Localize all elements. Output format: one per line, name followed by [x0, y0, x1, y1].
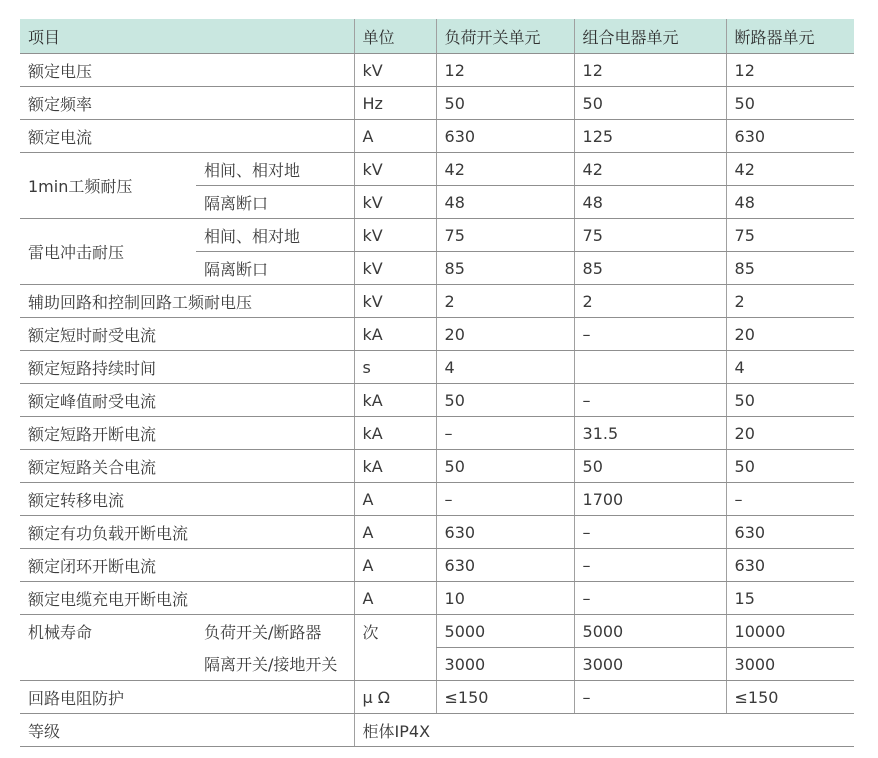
table-row: [20, 384, 854, 417]
value-breaker: 85: [726, 252, 854, 285]
value-breaker: 42: [726, 153, 854, 186]
row-label: 雷电冲击耐压: [20, 219, 196, 285]
row-label: 额定闭环开断电流: [20, 549, 354, 582]
value-breaker: 20: [726, 318, 854, 351]
value-load-switch: ≤150: [436, 681, 574, 714]
value-load-switch: 5000: [436, 615, 574, 648]
header-breaker: 断路器单元: [726, 19, 854, 54]
row-unit: kV: [354, 186, 436, 219]
row-unit: A: [354, 120, 436, 153]
value-combination: 42: [574, 153, 726, 186]
value-load-switch: 50: [436, 384, 574, 417]
value-breaker: 75: [726, 219, 854, 252]
value-load-switch: 630: [436, 120, 574, 153]
value-breaker: 48: [726, 186, 854, 219]
table-row: [20, 483, 854, 516]
row-sublabel: 相间、相对地: [196, 153, 354, 186]
table-row: [20, 87, 854, 120]
row-label: 回路电阻防护: [20, 681, 354, 714]
value-combination: –: [574, 384, 726, 417]
value-combination: [574, 351, 726, 384]
value-load-switch: 12: [436, 54, 574, 87]
row-sublabel: 相间、相对地: [196, 219, 354, 252]
value-breaker: 20: [726, 417, 854, 450]
spec-table: [20, 19, 854, 747]
row-label: 额定短路关合电流: [20, 450, 354, 483]
value-load-switch: 20: [436, 318, 574, 351]
value-breaker: ≤150: [726, 681, 854, 714]
table-row: [20, 153, 854, 186]
value-combination: 1700: [574, 483, 726, 516]
row-label: 额定电流: [20, 120, 354, 153]
value-breaker: 50: [726, 384, 854, 417]
table-row: [20, 417, 854, 450]
value-combination: 85: [574, 252, 726, 285]
table-row: [20, 450, 854, 483]
table-row: [20, 648, 854, 681]
row-label: 额定短路持续时间: [20, 351, 354, 384]
value-combination: 125: [574, 120, 726, 153]
row-unit: kA: [354, 450, 436, 483]
row-label: 1min工频耐压: [20, 153, 196, 219]
value-breaker: 4: [726, 351, 854, 384]
value-breaker: 50: [726, 87, 854, 120]
row-unit: μ Ω: [354, 681, 436, 714]
value-breaker: –: [726, 483, 854, 516]
row-label: 机械寿命: [28, 622, 93, 642]
row-unit: A: [354, 582, 436, 615]
value-combination: 12: [574, 54, 726, 87]
row-unit: kA: [354, 384, 436, 417]
value-load-switch: 630: [436, 549, 574, 582]
value-load-switch: 75: [436, 219, 574, 252]
row-unit: s: [354, 351, 436, 384]
row-unit: kV: [354, 219, 436, 252]
value-combination: –: [574, 318, 726, 351]
row-sublabel: 隔离断口: [196, 252, 354, 285]
row-sublabel: 隔离开关/接地开关: [196, 648, 354, 681]
value-combination: 75: [574, 219, 726, 252]
row-unit: Hz: [354, 87, 436, 120]
value-load-switch: 42: [436, 153, 574, 186]
row-label: 等级: [20, 714, 354, 747]
value-breaker: 2: [726, 285, 854, 318]
table-row: [20, 615, 854, 648]
value-breaker: 15: [726, 582, 854, 615]
header-load-switch: 负荷开关单元: [436, 19, 574, 54]
row-label: 额定有功负载开断电流: [20, 516, 354, 549]
value-breaker: 12: [726, 54, 854, 87]
value-load-switch: 2: [436, 285, 574, 318]
row-unit: A: [354, 549, 436, 582]
value-combination: –: [574, 549, 726, 582]
value-combination: 50: [574, 87, 726, 120]
row-sublabel: 负荷开关/断路器: [204, 622, 322, 642]
value-load-switch: –: [436, 483, 574, 516]
header-unit: 单位: [354, 19, 436, 54]
row-unit: kV: [354, 153, 436, 186]
row-unit: kA: [354, 318, 436, 351]
row-unit: kA: [354, 417, 436, 450]
value-combination: 31.5: [574, 417, 726, 450]
value-load-switch: 4: [436, 351, 574, 384]
row-unit: 次: [354, 615, 436, 648]
value-combination: 50: [574, 450, 726, 483]
value-breaker: 630: [726, 549, 854, 582]
row-unit: kV: [354, 54, 436, 87]
value-breaker: 50: [726, 450, 854, 483]
table-row: [20, 285, 854, 318]
row-value: 柜体IP4X: [354, 714, 854, 747]
table-row: [20, 351, 854, 384]
value-combination: –: [574, 681, 726, 714]
value-load-switch: 85: [436, 252, 574, 285]
value-combination: 48: [574, 186, 726, 219]
table-header-row: [20, 19, 854, 54]
table-row: [20, 120, 854, 153]
value-combination: –: [574, 582, 726, 615]
row-label: 额定短时耐受电流: [20, 318, 354, 351]
table-row: [20, 549, 854, 582]
value-load-switch: 48: [436, 186, 574, 219]
value-combination: –: [574, 516, 726, 549]
row-unit: kV: [354, 285, 436, 318]
row-unit: [354, 648, 436, 681]
value-combination: 5000: [574, 615, 726, 648]
table-row: [20, 681, 854, 714]
row-label: 额定电压: [20, 54, 354, 87]
value-load-switch: 50: [436, 87, 574, 120]
value-breaker: 3000: [726, 648, 854, 681]
table-row: [20, 54, 854, 87]
row-unit: A: [354, 516, 436, 549]
row-label-spacer: [20, 648, 196, 681]
value-combination: 3000: [574, 648, 726, 681]
row-label: 额定峰值耐受电流: [20, 384, 354, 417]
table-row: [20, 582, 854, 615]
table-row: [20, 318, 854, 351]
row-label: 额定电缆充电开断电流: [20, 582, 354, 615]
row-label: 辅助回路和控制回路工频耐电压: [20, 285, 354, 318]
header-combination: 组合电器单元: [574, 19, 726, 54]
row-label: 额定转移电流: [20, 483, 354, 516]
header-item: 项目: [20, 19, 354, 54]
row-label: 额定短路开断电流: [20, 417, 354, 450]
table-row: [20, 219, 854, 252]
value-breaker: 630: [726, 120, 854, 153]
value-load-switch: 50: [436, 450, 574, 483]
table-row: [20, 516, 854, 549]
value-combination: 2: [574, 285, 726, 318]
value-breaker: 630: [726, 516, 854, 549]
value-load-switch: –: [436, 417, 574, 450]
row-label: 额定频率: [20, 87, 354, 120]
row-unit: A: [354, 483, 436, 516]
value-breaker: 10000: [726, 615, 854, 648]
row-sublabel: 隔离断口: [196, 186, 354, 219]
table-row: [20, 714, 854, 747]
row-unit: kV: [354, 252, 436, 285]
value-load-switch: 10: [436, 582, 574, 615]
value-load-switch: 3000: [436, 648, 574, 681]
value-load-switch: 630: [436, 516, 574, 549]
